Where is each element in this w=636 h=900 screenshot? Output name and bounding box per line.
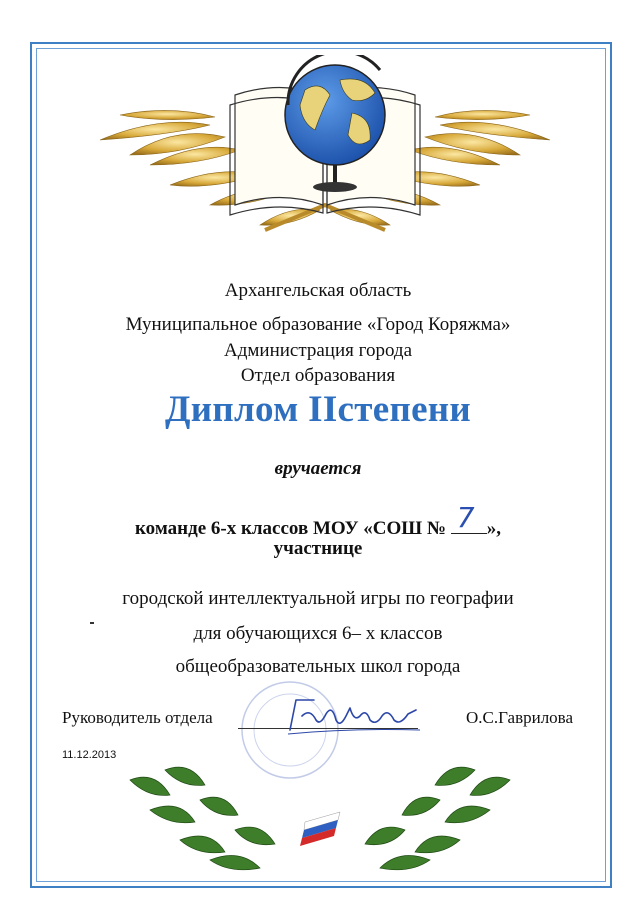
school-number-field <box>451 501 487 534</box>
event-line-3: общеобразовательных школ города <box>175 656 461 677</box>
globe-book-emblem <box>90 55 560 250</box>
team-prefix: команде 6-х классов МОУ «СОШ № <box>134 518 451 539</box>
recipient-team <box>0 501 636 540</box>
team-suffix: », <box>486 518 502 539</box>
administration-heading: Администрация города <box>223 340 412 361</box>
signatory-name: О.С.Гаврилова <box>466 708 574 727</box>
handwritten-signature <box>280 690 430 738</box>
event-line-2: для обучающихся 6– х классов <box>193 623 443 644</box>
green-laurel-ribbon <box>110 760 530 880</box>
department-heading: Отдел образования <box>240 365 396 386</box>
diploma-title: Диплом IIстепени <box>164 389 472 430</box>
school-number-handwritten: 7 <box>456 501 475 534</box>
event-line-1: городской интеллектуальной игры по географии <box>122 588 514 609</box>
participant-label: участнице <box>273 538 363 559</box>
tricolor-ribbon <box>300 812 340 846</box>
signatory-position: Руководитель отдела <box>62 708 213 727</box>
region-heading: Архангельская область <box>224 280 412 301</box>
awarded-label: вручается <box>274 458 362 479</box>
municipality-heading: Муниципальное образование «Город Коряжма» <box>125 314 511 335</box>
issue-date: 11.12.2013 <box>62 749 117 761</box>
